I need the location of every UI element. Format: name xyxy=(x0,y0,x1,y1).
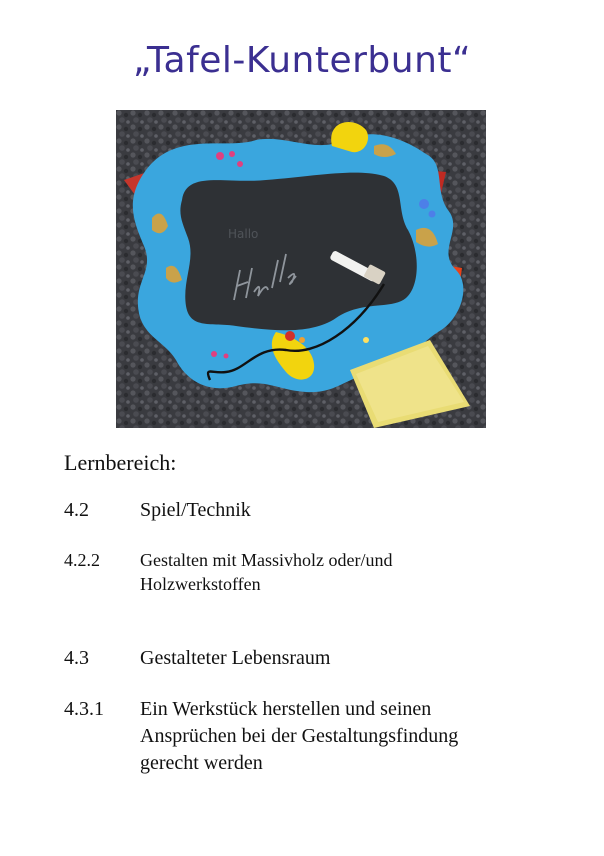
section-heading: Lernbereich: xyxy=(64,450,177,475)
entry-text: Ein Werkstück herstellen und seinen Ansprüchen bei der Gestaltungsfindung gerecht werden xyxy=(140,698,459,774)
entry-number: 4.3.1 xyxy=(64,698,104,720)
page-title: „Tafel-Kunterbunt“ xyxy=(132,40,472,81)
entry-text: Gestalten mit Massivholz oder/und Holzwerkstoffen xyxy=(140,550,393,594)
entry-text: Spiel/Technik xyxy=(140,499,251,521)
entry-number: 4.2 xyxy=(64,499,89,521)
entry-text: Gestalteter Lebensraum xyxy=(140,647,331,669)
chalkboard-photo xyxy=(116,110,486,428)
chalk-text: Hallo xyxy=(228,227,259,241)
entry-number: 4.3 xyxy=(64,647,89,669)
entry-number: 4.2.2 xyxy=(64,550,100,570)
